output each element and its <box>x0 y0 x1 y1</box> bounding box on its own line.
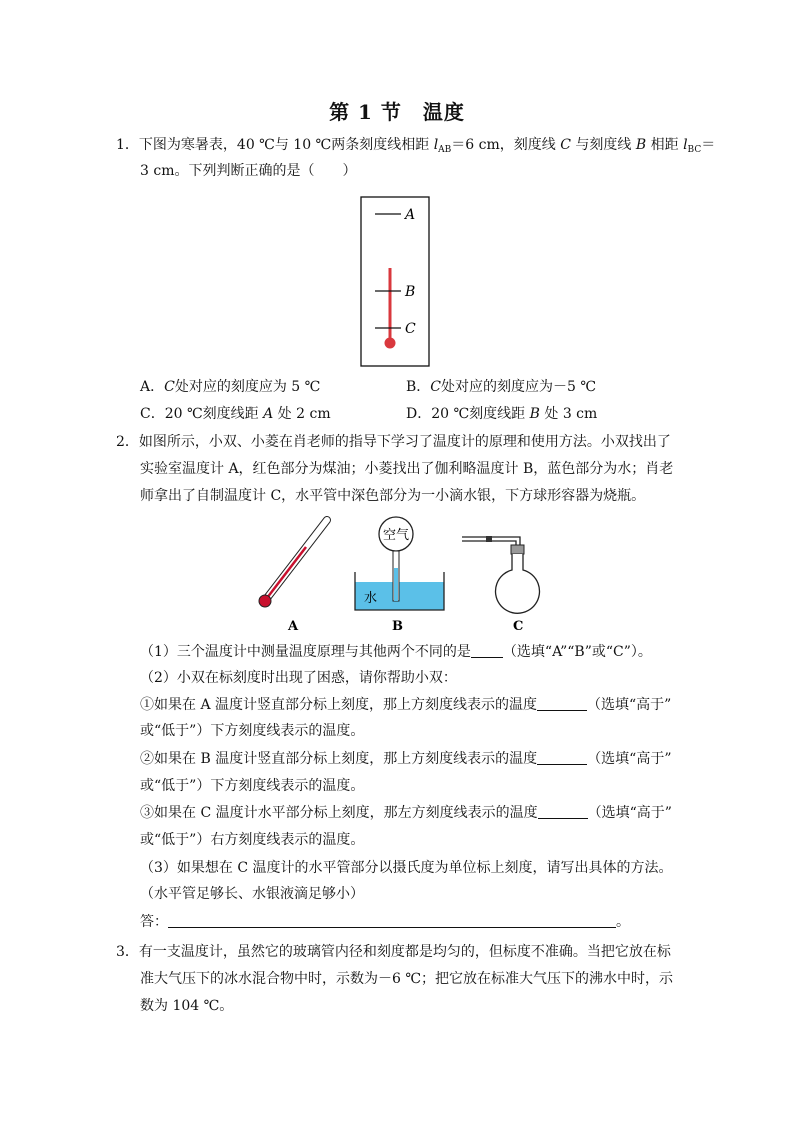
thermometer-c <box>462 536 540 634</box>
answer-end: 。 <box>616 914 630 930</box>
q2-line-3: 师拿出了自制温度计 C，水平管中深色部分为一小滴水银，下方球形容器为烧瓶。 <box>140 488 646 504</box>
figure-label-b: B <box>392 619 403 634</box>
option-c-text-2: 处 2 cm <box>273 406 331 422</box>
answer-blank-3[interactable] <box>537 750 587 765</box>
option-d <box>406 404 597 424</box>
q1-text-b: ＝6 cm，刻度线 <box>451 137 561 153</box>
q2-item-2-text: ②如果在 B 温度计竖直部分标上刻度，那上方刻度线表示的温度 <box>140 751 538 767</box>
q3-number: 3． <box>116 944 139 960</box>
option-c <box>140 404 331 424</box>
label-c: C <box>405 321 416 337</box>
q1-line-1 <box>116 135 715 160</box>
q2-sub-2: （2）小双在标刻度时出现了困惑，请你帮助小双： <box>140 670 457 686</box>
option-d-letter: B <box>529 406 540 422</box>
option-a-letter: C <box>164 379 175 395</box>
option-d-prefix: D． <box>406 406 432 422</box>
q3-line-1 <box>116 942 671 962</box>
q1-text-c: 与刻度线 <box>570 137 636 153</box>
q2-text-1: 如图所示，小双、小菱在肖老师的指导下学习了温度计的原理和使用方法。小双找出了 <box>138 434 671 450</box>
answer-line[interactable] <box>168 913 616 928</box>
thermometer-b <box>355 517 444 634</box>
option-c-text-1: 20 ℃刻度线距 <box>164 406 264 422</box>
figure-label-a: A <box>288 619 299 634</box>
q1-c-letter: C <box>560 137 571 153</box>
mercury-drop <box>486 536 492 542</box>
option-b <box>406 377 596 397</box>
q1-l-symbol-2: l <box>683 137 688 153</box>
q2-line-2: 实验室温度计 A，红色部分为煤油；小菱找出了伽利略温度计 B，蓝色部分为水；肖老 <box>140 461 674 477</box>
q1-bc-sub: BC <box>687 145 702 155</box>
option-a-prefix: A． <box>140 379 165 395</box>
figure-label-c: C <box>513 619 524 634</box>
q2-number: 2． <box>116 434 139 450</box>
q3-line-2: 准大气压下的冰水混合物中时，示数为－6 ℃；把它放在标准大气压下的沸水中时，示 <box>140 971 674 987</box>
q2-item-3-cont: 或“低于”）右方刻度线表示的温度。 <box>140 832 365 848</box>
q2-line-1 <box>116 432 671 452</box>
thermometer-a-bulb <box>259 595 271 607</box>
thermometer-bulb <box>385 338 396 349</box>
q2-sub-3-note: （水平管足够长、水银液滴足够小） <box>140 886 364 902</box>
q2-sub-1-text: （1）三个温度计中测量温度原理与其他两个不同的是 <box>140 644 471 660</box>
q3-line-3: 数为 104 ℃。 <box>140 998 234 1014</box>
q3-text-1: 有一支温度计，虽然它的玻璃管内径和刻度都是均匀的，但标度不准确。当把它放在标 <box>138 944 671 960</box>
label-a: A <box>405 207 416 223</box>
q2-answer <box>140 912 630 932</box>
q1-number: 1． <box>116 137 139 153</box>
answer-label: 答： <box>140 914 168 930</box>
q2-item-1-cont: 或“低于”）下方刻度线表示的温度。 <box>140 723 365 739</box>
q1-line-2: 3 cm。下列判断正确的是（ ） <box>140 163 357 179</box>
option-c-letter: A <box>263 406 274 422</box>
figure-frame <box>361 197 429 366</box>
air-label: 空气 <box>383 528 410 543</box>
answer-blank-1[interactable] <box>471 643 503 658</box>
option-d-text-2: 处 3 cm <box>539 406 598 422</box>
q2-item-1-text: ①如果在 A 温度计竖直部分标上刻度，那上方刻度线表示的温度 <box>140 697 538 713</box>
thermometer-a-kerosene <box>267 547 306 598</box>
option-a-text: 处对应的刻度应为 5 ℃ <box>174 379 321 395</box>
q2-thermometers-figure <box>250 512 560 634</box>
q2-sub-3: （3）如果想在 C 温度计的水平管部分以摄氏度为单位标上刻度，请写出具体的方法。 <box>140 860 673 876</box>
q2-item-2 <box>140 749 672 769</box>
answer-blank-4[interactable] <box>538 804 588 819</box>
q2-item-3-text: ③如果在 C 温度计水平部分标上刻度，那左方刻度线表示的温度 <box>140 805 538 821</box>
option-b-prefix: B． <box>406 379 431 395</box>
q2-item-2-hint: （选填“高于” <box>587 751 672 767</box>
q1-ab-sub: AB <box>438 145 452 155</box>
q2-sub-1 <box>140 642 652 662</box>
q1-l-symbol: l <box>433 137 439 153</box>
flask-stopper <box>511 545 524 554</box>
q2-item-3 <box>140 803 672 823</box>
option-d-text-1: 20 ℃刻度线距 <box>431 406 530 422</box>
flask <box>496 554 540 613</box>
q1-text-a: 下图为寒暑表，40 ℃与 10 ℃两条刻度线相距 <box>138 137 434 153</box>
q2-item-1 <box>140 695 671 715</box>
option-b-text: 处对应的刻度应为－5 ℃ <box>441 379 597 395</box>
q1-text-d: 相距 <box>646 137 684 153</box>
q1-b-letter: B <box>635 137 647 153</box>
option-b-letter: C <box>430 379 442 395</box>
q2-item-2-cont: 或“低于”）下方刻度线表示的温度。 <box>140 778 365 794</box>
q1-thermometer-figure <box>355 193 445 371</box>
q2-sub-1-hint: （选填“A”“B”或“C”）。 <box>502 644 652 660</box>
q2-item-1-hint: （选填“高于” <box>587 697 672 713</box>
label-b: B <box>405 284 416 300</box>
q2-item-3-hint: （选填“高于” <box>587 805 672 821</box>
b-tube-water <box>394 568 398 601</box>
water-label: 水 <box>364 591 378 606</box>
thermometer-a <box>259 520 327 634</box>
option-c-prefix: C． <box>140 406 165 422</box>
q1-text-e: ＝ <box>701 137 716 153</box>
option-a <box>140 377 320 397</box>
page-title: 第 1 节 温度 <box>329 100 465 124</box>
answer-blank-2[interactable] <box>537 696 587 711</box>
